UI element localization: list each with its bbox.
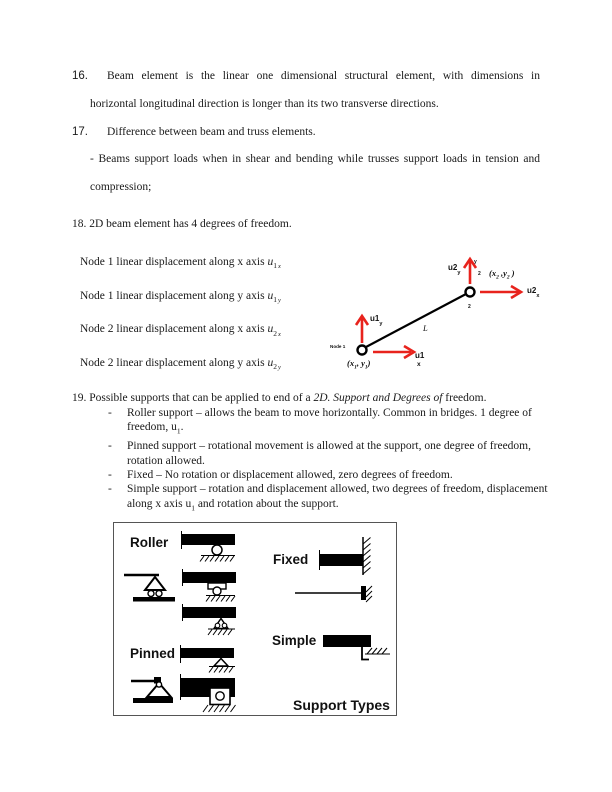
item-19-heading — [72, 391, 552, 405]
bullet-simple — [72, 482, 552, 515]
bullet-simple-sub: 1 — [191, 503, 195, 513]
dof-line-2 — [80, 282, 281, 316]
item-16-number: 16. — [72, 70, 88, 82]
item-16-line2: horizontal longitudinal direction is longer than its two transverse directions. — [90, 98, 439, 110]
dof-line-2-subsub: y — [277, 297, 281, 304]
dof-line-1-text: Node 1 linear displacement along x axis — [80, 256, 268, 268]
support-types-figure — [113, 522, 397, 716]
dof-line-2-text: Node 1 linear displacement along y axis — [80, 289, 268, 302]
length-label: L — [423, 323, 428, 333]
dof-line-4 — [80, 349, 281, 383]
bullet-roller-dash: - — [108, 407, 112, 419]
u1x-label-sub: x — [417, 361, 421, 368]
item-18-heading: 18. 2D beam element has 4 degrees of freedom. — [72, 218, 292, 230]
item-16-line1: Beam element is the linear one dimensional structural element, with dimensions in — [107, 70, 540, 82]
item-19-italic: 2D. Support and Degrees of — [313, 392, 443, 404]
coords1-p1: (x — [347, 358, 355, 368]
bullet-pinned-text: Pinned support – rotational movement is allowed at the support, one degree of freedom, rotation allowed. — [127, 440, 531, 467]
item-17-note-line2: compression; — [90, 181, 152, 193]
beam-element-diagram — [323, 246, 549, 380]
pinned-label: Pinned — [130, 646, 176, 661]
dof-line-4-text: Node 2 linear displacement along y axis — [80, 357, 268, 370]
bullet-simple-post: and rotation about the support. — [194, 497, 339, 510]
coords1-p2: , y — [356, 358, 365, 368]
item-17-number: 17. — [72, 126, 88, 138]
dof-line-4-var: u — [267, 357, 274, 370]
u1y-sub: y — [379, 321, 383, 327]
bullet-roller — [72, 406, 552, 439]
node-1-circle — [358, 346, 367, 355]
dof-list — [80, 248, 281, 383]
u2y-label — [448, 263, 461, 276]
bullet-roller-text: Roller support – allows the beam to move horizontally. Common in bridges. 1 degree of freedom, u — [127, 407, 532, 434]
coords2-s2: 2 — [506, 274, 510, 281]
item-17-body: Difference between beam and truss elements. — [107, 126, 316, 138]
dof-line-3-text: Node 2 linear displacement along x axis — [80, 323, 268, 336]
coords1-s1: 1 — [354, 364, 357, 371]
coords2-s1: 2 — [496, 274, 499, 281]
u1y-main: u1 — [370, 314, 380, 323]
dof-line-3-sub: 2 — [273, 328, 277, 338]
dof-line-1-subsub: x — [277, 263, 281, 271]
dof-line-2-sub: 1 — [273, 295, 277, 304]
u2x-label — [527, 286, 540, 299]
bullet-pinned — [72, 439, 552, 468]
bullet-pinned-dash: - — [108, 440, 112, 453]
dof-line-3 — [80, 315, 281, 349]
list-item-16 — [72, 62, 540, 118]
arrow-tick-y: y — [474, 259, 477, 265]
u2x-sub: x — [536, 293, 540, 299]
item-19-pre: 19. Possible supports that can be applied to end of a — [72, 392, 314, 404]
dof-line-4-sub: 2 — [273, 362, 277, 372]
bullet-fixed-text: Fixed – No rotation or displacement allowed, zero degrees of freedom. — [127, 468, 453, 481]
item-19-bullets — [72, 406, 552, 515]
coords1-p3: ) — [367, 358, 371, 368]
dof-line-3-var: u — [267, 323, 274, 336]
bullet-roller-sub: 1 — [176, 426, 181, 436]
dof-line-1 — [80, 248, 281, 282]
coords2-p3: ) — [509, 268, 515, 278]
bullet-simple-text: Simple support – rotation and displacement allowed, two degrees of freedom, displacement along x axis u — [127, 483, 548, 510]
coords2-p1: (x — [489, 268, 497, 278]
list-item-17 — [72, 118, 540, 146]
figure-caption: Support Types — [293, 697, 390, 713]
bullet-simple-dash: - — [108, 483, 112, 496]
node-2-tick: 2 — [468, 304, 471, 310]
dof-line-3-subsub: x — [277, 330, 281, 338]
node-2-circle — [466, 288, 475, 297]
u1y-label — [370, 314, 383, 327]
bullet-fixed-dash: - — [108, 468, 112, 481]
item-19-post: freedom. — [442, 392, 487, 404]
fixed-label: Fixed — [273, 552, 309, 567]
node-1-label: Node 1 — [330, 344, 346, 349]
item-17-note-line1: - Beams support loads when in shear and bending while trusses support loads in tension and — [90, 153, 540, 165]
node-1-coords — [347, 358, 371, 371]
u2y-main: u2 — [448, 263, 458, 272]
u2x-main: u2 — [527, 286, 537, 295]
u1x-label-main: u1 — [415, 351, 425, 360]
dof-line-1-var: u — [267, 256, 274, 268]
dof-line-4-subsub: y — [277, 364, 281, 372]
roller-label: Roller — [130, 535, 169, 550]
u2y-sub: y — [457, 270, 461, 276]
arrow-tick-2: 2 — [478, 271, 481, 277]
coords1-s2: 1 — [364, 364, 368, 371]
dof-line-1-sub: 1 — [273, 261, 277, 271]
dof-line-2-var: u — [267, 289, 274, 302]
bullet-roller-post: . — [180, 421, 184, 434]
item-17-note — [90, 145, 540, 201]
coords2-p2: ,y — [498, 268, 507, 278]
node-2-coords — [489, 268, 515, 281]
simple-label: Simple — [272, 633, 317, 648]
bullet-fixed — [72, 468, 552, 482]
